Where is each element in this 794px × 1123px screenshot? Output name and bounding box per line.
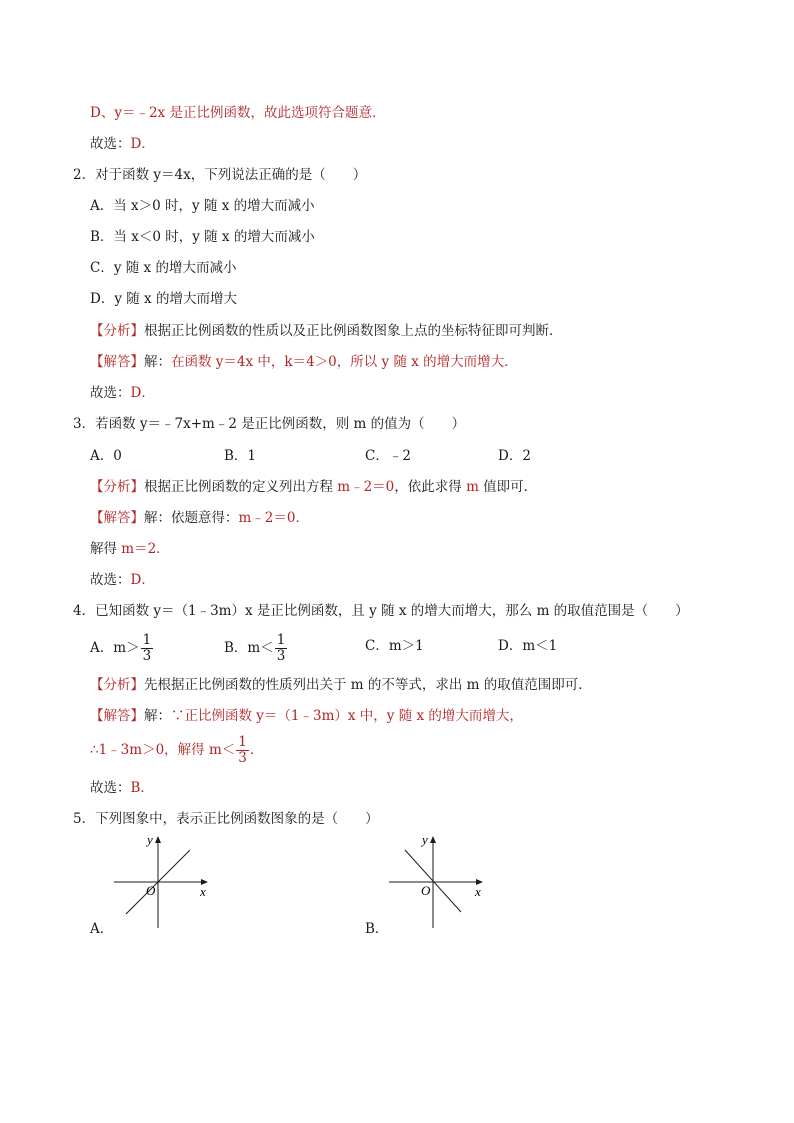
therefore-end: ． — [249, 742, 264, 758]
y-label: y — [147, 832, 153, 847]
answer-prefix: 解： — [144, 354, 171, 370]
choose-prefix: 故选： — [90, 572, 131, 588]
fraction — [275, 633, 288, 664]
fraction-denominator: 3 — [238, 750, 247, 766]
analysis-equation: m﹣2＝0 — [337, 479, 395, 495]
q3-solve-line — [90, 540, 170, 558]
q3-option-b: B．1 — [224, 448, 257, 464]
x-label: x — [475, 884, 481, 899]
solve-value: m＝2． — [121, 541, 170, 557]
y-axis-arrow-icon — [155, 836, 161, 843]
analysis-tag: 【分析】 — [90, 323, 144, 339]
choose-prefix: 故选： — [90, 136, 131, 152]
fraction-numerator: 1 — [276, 632, 286, 648]
analysis-var: m — [466, 479, 479, 495]
origin-label: O — [421, 883, 431, 898]
analysis-text: 根据正比例函数的性质以及正比例函数图象上点的坐标特征即可判断． — [144, 323, 563, 339]
q3-option-c: C．﹣2 — [365, 448, 411, 464]
fraction-denominator: 3 — [142, 648, 152, 664]
q2-stem: 2．对于函数 y＝4x，下列说法正确的是（ ） — [73, 167, 367, 183]
therefore-var: m＜ — [208, 742, 236, 758]
q2-analysis — [90, 322, 563, 340]
y-axis-arrow-icon — [430, 836, 436, 843]
analysis-prefix: 根据正比例函数的定义列出方程 — [144, 479, 338, 495]
answer-equation: m﹣2＝0． — [238, 510, 309, 526]
prev-option-d-line: D、y＝﹣2x 是正比例函数，故此选项符合题意． — [90, 105, 386, 121]
option-prefix: A．m＞ — [90, 640, 140, 656]
choose-answer: D． — [130, 136, 155, 152]
answer-text: ∵正比例函数 y＝（1﹣3m）x 中，y 随 x 的增大而增大， — [171, 708, 523, 724]
q3-option-d: D．2 — [498, 448, 531, 464]
fraction-numerator: 1 — [142, 632, 152, 648]
choose-answer: B． — [130, 780, 154, 796]
q5-stem: 5．下列图象中，表示正比例函数图象的是（ ） — [73, 811, 379, 827]
analysis-tag: 【分析】 — [90, 677, 144, 693]
q2-option-b: B．当 x＜0 时，y 随 x 的增大而减小 — [90, 229, 315, 245]
answer-text: 在函数 y＝4x 中，k＝4＞0，所以 y 随 x 的增大而增大． — [171, 354, 518, 370]
choose-answer: D． — [130, 385, 155, 401]
answer-prefix: 解：依题意得： — [144, 510, 239, 526]
analysis-suffix: 值即可． — [478, 479, 538, 495]
q3-stem: 3．若函数 y＝﹣7x+m﹣2 是正比例函数，则 m 的值为（ ） — [73, 416, 466, 432]
q2-option-d: D．y 随 x 的增大而增大 — [90, 291, 237, 307]
q4-analysis — [90, 676, 592, 694]
analysis-text: 先根据正比例函数的性质列出关于 m 的不等式，求出 m 的取值范围即可． — [144, 677, 592, 693]
q4-choose-line — [90, 779, 154, 797]
q4-option-a — [90, 633, 154, 664]
therefore-prefix: ∴1﹣3m＞0，解得 — [90, 742, 209, 758]
choose-prefix: 故选： — [90, 780, 131, 796]
q4-therefore-line — [90, 735, 263, 766]
prev-choose-line — [90, 135, 155, 153]
analysis-mid: ，依此求得 — [394, 479, 467, 495]
q4-stem: 4．已知函数 y＝（1﹣3m）x 是正比例函数，且 y 随 x 的增大而增大，那么 m 的取值范围是（ ） — [73, 603, 689, 619]
q3-analysis — [90, 478, 537, 496]
q5-option-b-label: B． — [365, 921, 389, 937]
solve-prefix: 解得 — [90, 541, 122, 557]
y-label: y — [422, 832, 428, 847]
q4-answer — [90, 707, 523, 725]
fraction — [236, 735, 249, 766]
choose-prefix: 故选： — [90, 385, 131, 401]
q3-choose-line — [90, 571, 155, 589]
q2-option-c: C．y 随 x 的增大而减小 — [90, 260, 237, 276]
choose-answer: D． — [130, 572, 155, 588]
answer-prefix: 解： — [144, 708, 171, 724]
analysis-tag: 【分析】 — [90, 479, 144, 495]
answer-tag: 【解答】 — [90, 510, 144, 526]
q4-option-c: C．m＞1 — [365, 638, 424, 654]
origin-label: O — [146, 883, 156, 898]
q2-answer — [90, 353, 518, 371]
option-prefix: B．m＜ — [224, 640, 274, 656]
q5-graph-b — [385, 828, 495, 934]
q3-answer — [90, 509, 309, 527]
q5-option-a-label: A． — [90, 921, 114, 937]
q2-choose-line — [90, 384, 155, 402]
fraction-numerator: 1 — [238, 734, 247, 750]
answer-tag: 【解答】 — [90, 354, 144, 370]
q3-option-a: A．0 — [90, 448, 122, 464]
q2-option-a: A．当 x＞0 时，y 随 x 的增大而减小 — [90, 198, 315, 214]
fraction-denominator: 3 — [276, 648, 286, 664]
fraction — [141, 633, 154, 664]
q4-option-d: D．m＜1 — [498, 638, 558, 654]
answer-tag: 【解答】 — [90, 708, 144, 724]
q4-option-b — [224, 633, 288, 664]
x-label: x — [200, 884, 206, 899]
q5-graph-a — [110, 828, 220, 934]
